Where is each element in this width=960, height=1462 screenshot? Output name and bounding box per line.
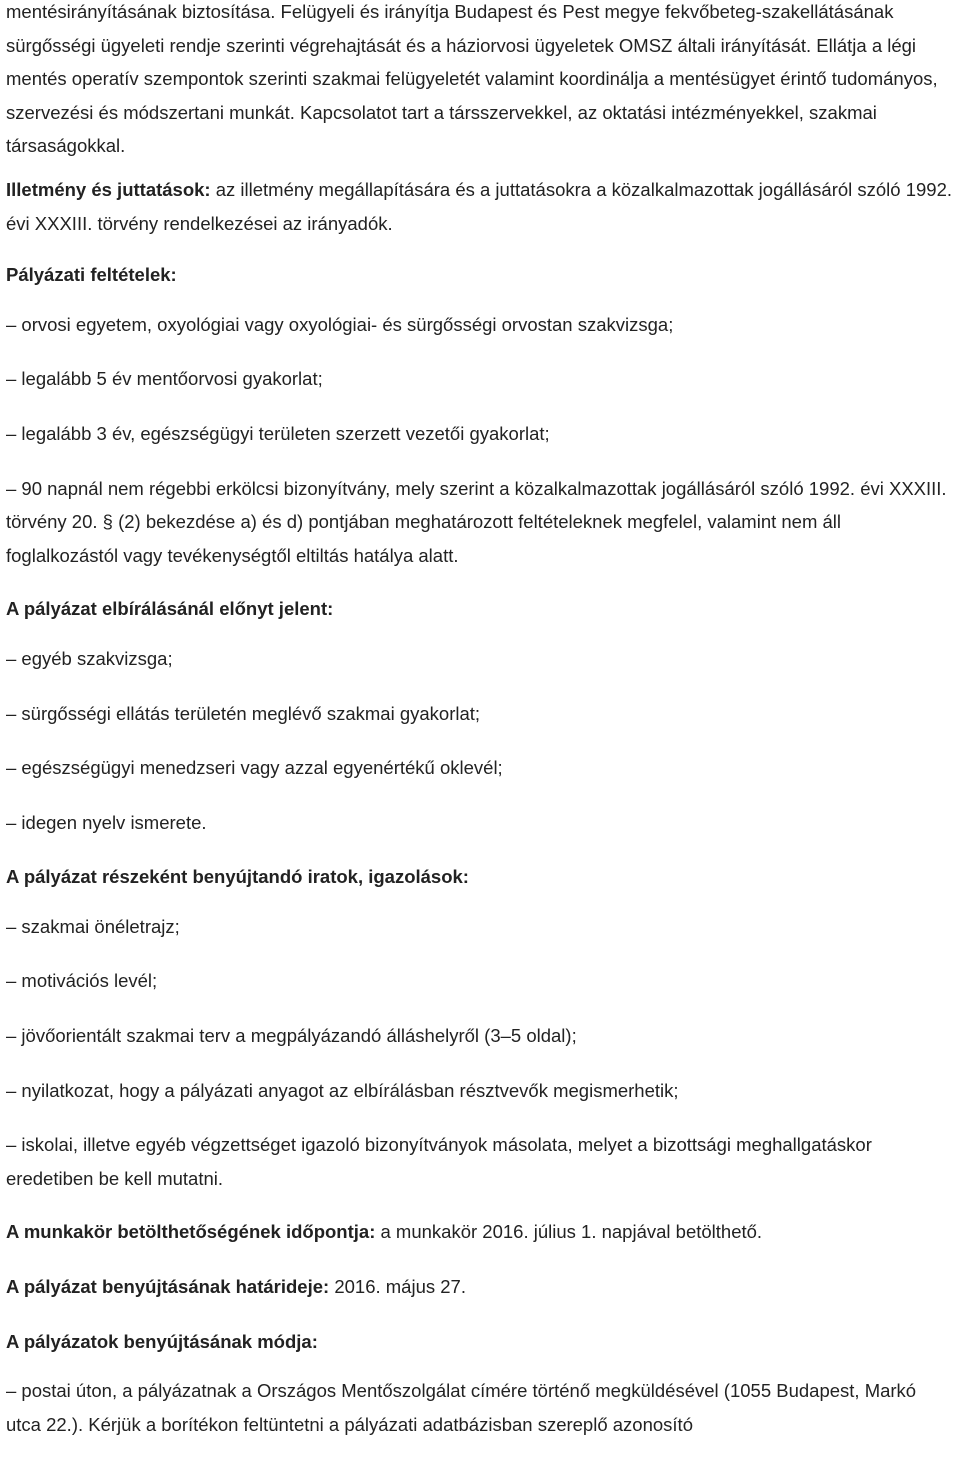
advantages-heading [6, 592, 954, 626]
deadline-label: A pályázat benyújtásának határideje: [6, 1276, 330, 1298]
advantages-heading-text: A pályázat elbírálásánál előnyt jelent: [6, 598, 334, 620]
advantages-item: – egyéb szakvizsga; [6, 647, 173, 669]
conditions-item: – legalább 3 év, egészségügyi területen szerzett vezetői gyakorlat; [6, 422, 550, 444]
conditions-item: – orvosi egyetem, oxyológiai vagy oxyológiai- és sürgősségi orvostan szakvizsga; [6, 313, 674, 335]
documents-item: – iskolai, illetve egyéb végzettséget igazoló bizonyítványok másolata, melyet a bizottsági meghallgatáskor eredetiben be kell mutatni. [6, 1134, 872, 1189]
submission-heading-text: A pályázatok benyújtásának módja: [6, 1330, 318, 1352]
intro-paragraph: mentésirányításának biztosítása. Felügyeli és irányítja Budapest és Pest megye fekvőbeteg-szakellátásának sürgősségi ügyeleti rendje szerinti végrehajtását és a háziorvosi ügyeletek OMSZ általi irányítását. Ellátja a légi mentés operatív szempontok szerinti szakmai felügyeletét valamint koordinálja a mentésügyet érintő tudományos, szervezési és módszertani munkát. Kapcsolatot tart a társszervekkel, az oktatási intézményekkel, szakmai társaságokkal. [6, 1, 938, 157]
submission-item: – postai úton, a pályázatnak a Országos Mentőszolgálat címére történő megküldésével (1055 Budapest, Markó utca 22.). Kérjük a borítékon feltüntetni a pályázati adatbázisban szereplő azonosító [6, 1380, 917, 1435]
deadline-paragraph [6, 1270, 954, 1304]
document-page [6, 0, 954, 1462]
salary-paragraph [6, 173, 954, 240]
start-date-paragraph [6, 1215, 954, 1249]
salary-label: Illetmény és juttatások: [6, 178, 211, 200]
submission-heading [6, 1325, 954, 1359]
deadline-text: 2016. május 27. [329, 1276, 466, 1298]
advantages-item: – egészségügyi menedzseri vagy azzal egyenértékű oklevél; [6, 757, 503, 779]
documents-heading-text: A pályázat részeként benyújtandó iratok, igazolások: [6, 866, 469, 888]
start-date-label: A munkakör betölthetőségének időpontja: [6, 1221, 376, 1243]
advantages-item: – sürgősségi ellátás területén meglévő szakmai gyakorlat; [6, 702, 481, 724]
conditions-heading [6, 258, 954, 292]
conditions-item: – legalább 5 év mentőorvosi gyakorlat; [6, 368, 323, 390]
documents-item: – nyilatkozat, hogy a pályázati anyagot az elbírálásban résztvevők megismerhetik; [6, 1079, 679, 1101]
conditions-heading-text: Pályázati feltételek: [6, 264, 177, 286]
documents-item: – motivációs levél; [6, 970, 158, 992]
documents-heading [6, 860, 954, 894]
start-date-text: a munkakör 2016. július 1. napjával betölthető. [375, 1221, 763, 1243]
conditions-item: – 90 napnál nem régebbi erkölcsi bizonyítvány, mely szerint a közalkalmazottak jogállásáról szóló 1992. évi XXXIII. törvény 20. § (2) bekezdése a) és d) pontjában meghatározott feltételeknek megfelel, valamint nem áll foglalkozástól vagy tevékenységtől eltiltás hatálya alatt. [6, 477, 947, 566]
advantages-item: – idegen nyelv ismerete. [6, 811, 207, 833]
documents-item: – szakmai önéletrajz; [6, 915, 180, 937]
documents-item: – jövőorientált szakmai terv a megpályázandó álláshelyről (3–5 oldal); [6, 1025, 577, 1047]
salary-text: az illetmény megállapítására és a juttatásokra a közalkalmazottak jogállásáról szóló 1992. évi XXXIII. törvény rendelkezései az irányadók. [6, 178, 953, 234]
